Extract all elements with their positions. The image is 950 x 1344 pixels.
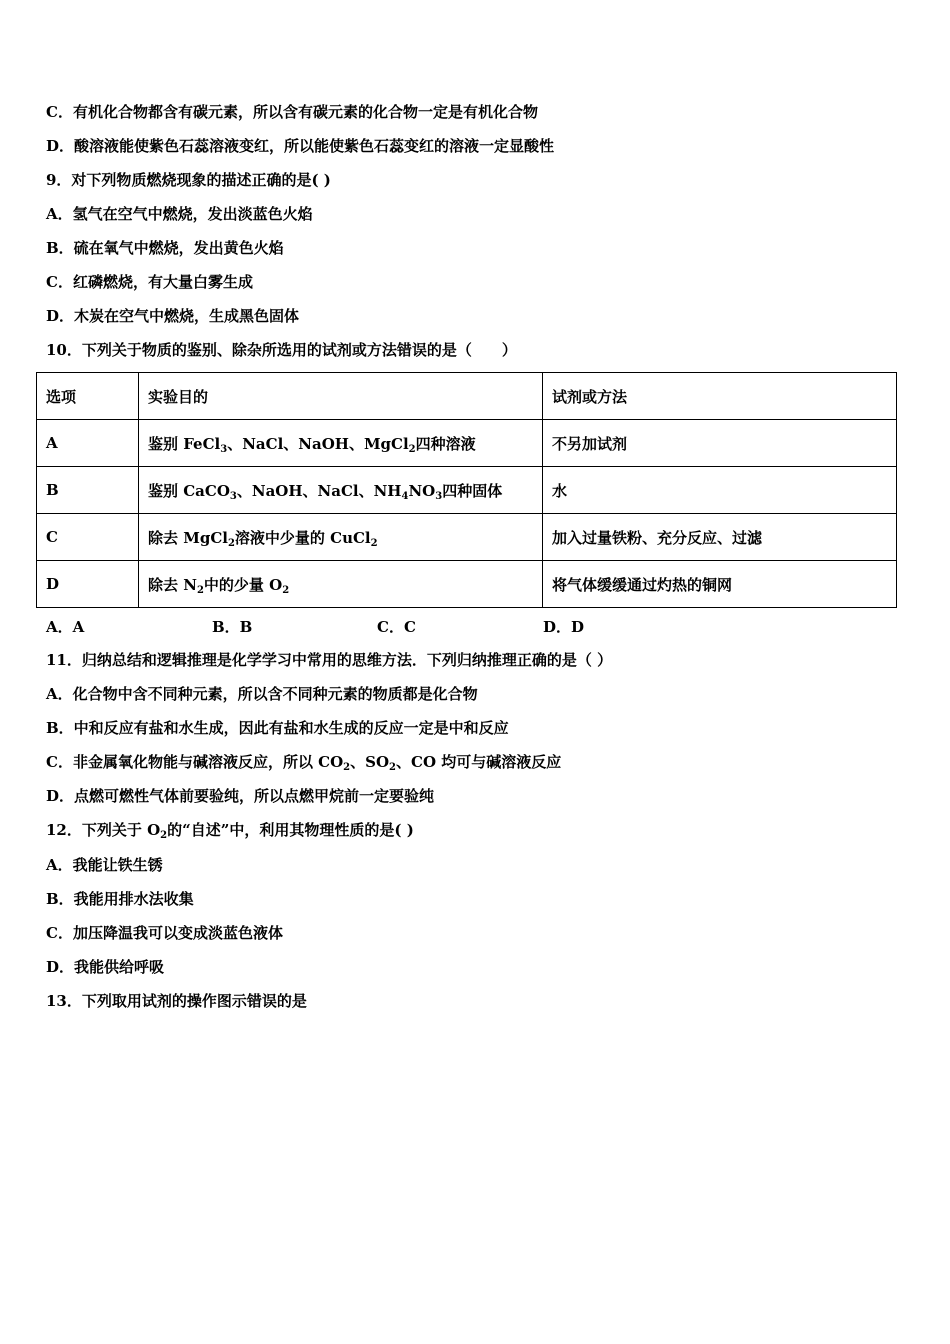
q12-option-b: B．我能用排水法收集 <box>46 890 194 908</box>
q12-option-d: D．我能供给呼吸 <box>46 958 165 976</box>
header-method: 试剂或方法 <box>543 373 897 420</box>
q9-option-b: B．硫在氧气中燃烧，发出黄色火焰 <box>46 239 284 257</box>
table-row <box>37 420 897 467</box>
row-option: A <box>37 420 139 467</box>
q11-option-d: D．点燃可燃性气体前要验纯，所以点燃甲烷前一定要验纯 <box>46 787 435 805</box>
row-method: 水 <box>543 467 897 514</box>
header-purpose: 实验目的 <box>139 373 543 420</box>
row-option: B <box>37 467 139 514</box>
q10-stem: 10．下列关于物质的鉴别、除杂所选用的试剂或方法错误的是（ ） <box>46 341 517 359</box>
q10-choice-a: A．A <box>46 618 85 636</box>
q11-option-b: B．中和反应有盐和水生成，因此有盐和水生成的反应一定是中和反应 <box>46 719 509 737</box>
q9-option-d: D．木炭在空气中燃烧，生成黑色固体 <box>46 307 300 325</box>
q9-option-a: A．氢气在空气中燃烧，发出淡蓝色火焰 <box>46 205 313 223</box>
q9-stem: 9．对下列物质燃烧现象的描述正确的是( ) <box>46 171 331 189</box>
q11-option-c: C．非金属氧化物能与碱溶液反应，所以 $CO_2$、$SO_2$、CO 均可与碱溶液反应 <box>46 753 562 773</box>
header-option: 选项 <box>37 373 139 420</box>
q11-option-a: A．化合物中含不同种元素，所以含不同种元素的物质都是化合物 <box>46 685 478 703</box>
q12-stem: 12．下列关于 $O_2$的“自述”中，利用其物理性质的是( ) <box>46 821 414 841</box>
q8-option-c: C．有机化合物都含有碳元素，所以含有碳元素的化合物一定是有机化合物 <box>46 103 538 121</box>
table-header-row <box>37 373 897 420</box>
q9-option-c: C．红磷燃烧，有大量白雾生成 <box>46 273 253 291</box>
row-purpose: 除去 MgCl$_2$溶液中少量的 CuCl$_2$ <box>139 514 543 561</box>
q10-choices <box>46 616 666 636</box>
q13-stem: 13．下列取用试剂的操作图示错误的是 <box>46 992 307 1010</box>
q10-choice-c: C．C <box>377 618 416 636</box>
q8-option-d: D．酸溶液能使紫色石蕊溶液变红，所以能使紫色石蕊变红的溶液一定显酸性 <box>46 137 555 155</box>
row-option: D <box>37 561 139 608</box>
q10-choice-d: D．D <box>543 618 585 636</box>
row-method: 加入过量铁粉、充分反应、过滤 <box>543 514 897 561</box>
q12-option-a: A．我能让铁生锈 <box>46 856 163 874</box>
q11-stem: 11．归纳总结和逻辑推理是化学学习中常用的思维方法．下列归纳推理正确的是（ ） <box>46 651 613 669</box>
q10-choice-b: B．B <box>212 618 253 636</box>
row-purpose: 鉴别 FeCl$_3$、NaCl、NaOH、MgCl$_2$四种溶液 <box>139 420 543 467</box>
table-row <box>37 561 897 608</box>
row-method: 不另加试剂 <box>543 420 897 467</box>
row-option: C <box>37 514 139 561</box>
table-row <box>37 514 897 561</box>
row-purpose: 除去 $N_2$中的少量 $O_2$ <box>139 561 543 608</box>
table-row <box>37 467 897 514</box>
row-purpose: 鉴别 CaCO$_3$、NaOH、NaCl、$NH_4NO_3$四种固体 <box>139 467 543 514</box>
q10-table <box>36 372 897 608</box>
row-method: 将气体缓缓通过灼热的铜网 <box>543 561 897 608</box>
q12-option-c: C．加压降温我可以变成淡蓝色液体 <box>46 924 283 942</box>
